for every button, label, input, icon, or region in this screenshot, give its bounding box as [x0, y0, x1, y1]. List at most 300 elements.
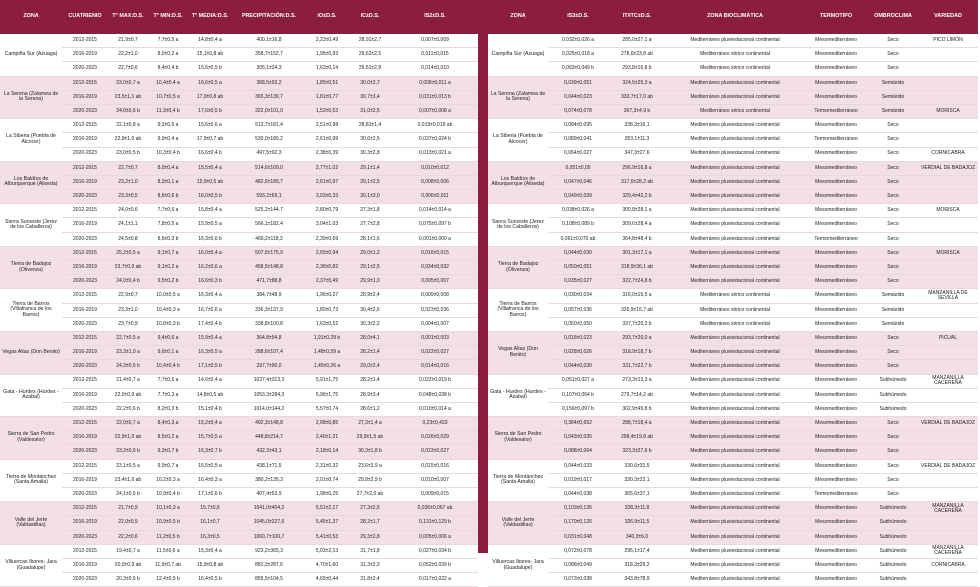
- cell-it: 324,5±25,3 a: [608, 76, 666, 90]
- cell-tmax: 22,2±1,0: [108, 48, 148, 62]
- cell-per: 2016-2019: [62, 48, 108, 62]
- cell-var: [918, 48, 978, 62]
- cell-it: 335,9±16,7 ab: [608, 303, 666, 317]
- cell-is2: 0,016±0,015: [392, 246, 478, 260]
- cell-tmin: 8,6±0,6 b: [148, 190, 188, 204]
- zone-cell: Tierra de Montánchez (Santa Amalia): [0, 459, 62, 502]
- cell-bio: Mediterráneo pluviestacional continental: [666, 218, 804, 232]
- cell-per: 2020-2023: [62, 488, 108, 502]
- cell-tmin: 10,2±0,3 a: [148, 473, 188, 487]
- cell-io: 1,81±0,77: [306, 90, 348, 104]
- cell-var: [918, 473, 978, 487]
- cell-termo: Mesomediterráneo: [804, 516, 868, 530]
- cell-is2: 0,009±0,015: [392, 488, 478, 502]
- cell-bio: Mediterráneo pluviestacional continental: [666, 374, 804, 388]
- cell-ic: 29,1±1,4: [348, 161, 392, 175]
- left-table-row: [0, 516, 478, 530]
- cell-it: 364,8±48,4 b: [608, 232, 666, 246]
- cell-termo: Mesomediterráneo: [804, 544, 868, 558]
- cell-per: 2016-2019: [62, 431, 108, 445]
- cell-termo: Mesomediterráneo: [804, 530, 868, 544]
- cell-is3: 0,051±0,05: [548, 161, 608, 175]
- cell-per: 2020-2023: [62, 104, 108, 118]
- left-header-cell: ZONA: [0, 0, 62, 34]
- right-table-row: [488, 175, 978, 189]
- left-table-row: [0, 331, 478, 345]
- cell-bio: Mediterráneo xérico continental: [666, 289, 804, 303]
- cell-prec: 1053,3±284,3: [232, 388, 306, 402]
- cell-it: 330,6±31,5: [608, 459, 666, 473]
- cell-it: 296,9±16,8 a: [608, 161, 666, 175]
- cell-per: 2016-2019: [62, 473, 108, 487]
- cell-tmin: 10,7±0,5 a: [148, 90, 188, 104]
- cell-is3: 0,088±0,049: [548, 558, 608, 572]
- cell-tmax: 22,2±0,6 b: [108, 402, 148, 416]
- cell-tmax: 24,5±0,8: [108, 232, 148, 246]
- left-table-row: [0, 90, 478, 104]
- cell-it: 322,7±24,8 b: [608, 275, 666, 289]
- cell-is3: 0,107±0,064 b: [548, 388, 608, 402]
- cell-io: 1,63±0,52: [306, 317, 348, 331]
- cell-termo: Mesomediterráneo: [804, 34, 868, 48]
- cell-per: 2016-2019: [62, 218, 108, 232]
- cell-io: 2,80±0,79: [306, 204, 348, 218]
- cell-tmax: 22,0±0,7 a: [108, 417, 148, 431]
- cell-it: 323,3±27,6 b: [608, 445, 666, 459]
- cell-is2: 0,014±0,010: [392, 62, 478, 76]
- cell-prec: 358,7±152,7: [232, 48, 306, 62]
- left-table-row: [0, 261, 478, 275]
- cell-is2: 0,009±0,008: [392, 289, 478, 303]
- right-table-row: [488, 317, 978, 331]
- cell-prec: 513,7±181,4: [232, 119, 306, 133]
- right-table-row: [488, 530, 978, 544]
- cell-prec: 1037,4±313,3: [232, 374, 306, 388]
- cell-var: MANZANILLA CACEREÑA: [918, 502, 978, 516]
- cell-is3: 0,018±0,023: [548, 331, 608, 345]
- cell-termo: Mesomediterráneo: [804, 360, 868, 374]
- right-header-cell: OMBROCLIMA: [868, 0, 918, 34]
- left-table-row: [0, 459, 478, 473]
- cell-is3: 0,050±0,051: [548, 261, 608, 275]
- cell-var: VERDIAL DE BADAJOZ: [918, 417, 978, 431]
- left-table-row: [0, 119, 478, 133]
- cell-var: MORISCA: [918, 204, 978, 218]
- cell-io: 1,85±0,51: [306, 76, 348, 90]
- cell-prec: 1060,7±100,7: [232, 530, 306, 544]
- cell-bio: Mediterráneo pluviestacional continental: [666, 261, 804, 275]
- cell-tmed: 16,3±0,7 b: [188, 445, 232, 459]
- cell-bio: Mediterráneo pluviestacional continental: [666, 573, 804, 587]
- left-table-row: [0, 246, 478, 260]
- right-table-row: [488, 161, 978, 175]
- cell-ombro: Seco: [868, 218, 918, 232]
- cell-prec: 338,8±100,8: [232, 317, 306, 331]
- cell-ombro: Seco: [868, 346, 918, 360]
- cell-tmed: 15,6±0,6 a: [188, 119, 232, 133]
- cell-termo: Mesomediterráneo: [804, 204, 868, 218]
- cell-is3: 0,074±0,078: [548, 104, 608, 118]
- cell-per: 2016-2019: [62, 516, 108, 530]
- cell-tmed: 17,6±0,5 b: [188, 104, 232, 118]
- cell-ic: 27,7±2,0 ab: [348, 488, 392, 502]
- cell-tmed: 16,6±0,5 a: [188, 76, 232, 90]
- cell-it: 326,9±11,5: [608, 516, 666, 530]
- cell-tmed: 17,4±0,4 b: [188, 317, 232, 331]
- cell-is2: 0,075±0,097 b: [392, 218, 478, 232]
- right-table-row: [488, 402, 978, 416]
- cell-is2: 0,008±0,011 a: [392, 76, 478, 90]
- cell-it: 295,1±17,4: [608, 544, 666, 558]
- cell-it: 317,6±28,2 ab: [608, 175, 666, 189]
- cell-tmed: 16,6±0,3 b: [188, 275, 232, 289]
- cell-tmin: 11,3±0,4 b: [148, 104, 188, 118]
- cell-is3: 0,043±0,035: [548, 431, 608, 445]
- cell-it: 329,4±42,2 b: [608, 190, 666, 204]
- left-table-row: [0, 544, 478, 558]
- right-table-row: [488, 417, 978, 431]
- cell-termo: Mesomediterráneo: [804, 147, 868, 161]
- cell-bio: Mediterráneo pluviestacional continental: [666, 204, 804, 218]
- cell-ic: 28,2±1,4: [348, 346, 392, 360]
- cell-is2: 0,010±0,007: [392, 473, 478, 487]
- left-table-row: [0, 62, 478, 76]
- cell-ic: 23,6±3,9 a: [348, 459, 392, 473]
- cell-var: MANZANILLA CACEREÑA: [918, 544, 978, 558]
- cell-is3: 0,038±0,026 a: [548, 204, 608, 218]
- cell-io: 5,96±1,75: [306, 388, 348, 402]
- cell-termo: Mesomediterráneo: [804, 573, 868, 587]
- cell-tmed: 16,0±0,4 a: [188, 246, 232, 260]
- cell-tmed: 15,1±0,8 ab: [188, 48, 232, 62]
- cell-tmax: 24,1±0,6 b: [108, 488, 148, 502]
- cell-prec: 923,2±365,3: [232, 544, 306, 558]
- cell-tmin: 8,5±0,3 b: [148, 232, 188, 246]
- cell-tmed: 17,0±0,8 ab: [188, 90, 232, 104]
- cell-is3: 0,103±0,135: [548, 502, 608, 516]
- cell-termo: Mesomediterráneo: [804, 161, 868, 175]
- right-table-row: [488, 289, 978, 303]
- cell-ombro: Seco: [868, 488, 918, 502]
- cell-var: [918, 76, 978, 90]
- cell-ic: 29,62±2,5: [348, 48, 392, 62]
- cell-var: [918, 402, 978, 416]
- cell-tmax: 24,0±0,6: [108, 204, 148, 218]
- cell-tmed: 15,9±0,4 a: [188, 331, 232, 345]
- cell-per: 2016-2019: [62, 558, 108, 572]
- cell-is2: 0,027±0,034 b: [392, 544, 478, 558]
- right-header-cell: ZONA BIOCLIMÁTICA: [666, 0, 804, 34]
- zone-cell: Tierra de Badajoz (Olivenza): [488, 246, 548, 289]
- right-table-row: [488, 104, 978, 118]
- cell-ic: 30,3±1,8 b: [348, 445, 392, 459]
- cell-io: 5,45±1,37: [306, 516, 348, 530]
- cell-ombro: Semiárido: [868, 104, 918, 118]
- cell-io: 2,36±0,82: [306, 261, 348, 275]
- zone-cell: La Siberia (Puebla de Alcocer): [488, 119, 548, 162]
- cell-it: 330,3±23,1: [608, 473, 666, 487]
- cell-var: [918, 232, 978, 246]
- cell-var: [918, 90, 978, 104]
- left-table-row: [0, 431, 478, 445]
- cell-ic: 30,6±2,5: [348, 133, 392, 147]
- cell-is2: 0,014±0,016: [392, 360, 478, 374]
- left-table-row: [0, 133, 478, 147]
- cell-is3: 0,035±0,027: [548, 275, 608, 289]
- cell-var: [918, 516, 978, 530]
- cell-per: 2012-2015: [62, 76, 108, 90]
- cell-var: PICUAL: [918, 331, 978, 345]
- cell-tmed: 15,9±0,8 ab: [188, 558, 232, 572]
- cell-tmin: 7,7±0,3 a: [148, 388, 188, 402]
- cell-it: 367,3±4,9 b: [608, 104, 666, 118]
- cell-tmed: 15,8±0,4 a: [188, 204, 232, 218]
- cell-io: 2,40±1,21: [306, 431, 348, 445]
- left-table-row: [0, 303, 478, 317]
- zone-cell: La Serena (Zalamea de la Serena): [0, 76, 62, 119]
- cell-tmin: 8,0±0,4 a: [148, 161, 188, 175]
- right-table-row: [488, 544, 978, 558]
- cell-io: 1,80±0,73: [306, 303, 348, 317]
- cell-prec: 514,6±169,0: [232, 161, 306, 175]
- cell-tmin: 8,0±0,2 a: [148, 48, 188, 62]
- cell-ic: 28,2±1,7: [348, 516, 392, 530]
- cell-ombro: Subhúmedo: [868, 388, 918, 402]
- cell-tmax: 23,3±0,5: [108, 190, 148, 204]
- left-header-cell: IC±D.S.: [348, 0, 392, 34]
- cell-tmax: 25,2±0,5 a: [108, 246, 148, 260]
- cell-is2: 0,022±0,019 b: [392, 374, 478, 388]
- cell-is2: 0,023±0,036: [392, 303, 478, 317]
- cell-per: 2016-2019: [62, 303, 108, 317]
- cell-termo: Mesomediterráneo: [804, 346, 868, 360]
- cell-io: 5,41±0,53: [306, 530, 348, 544]
- zone-cell: Campiña Sur (Azuaga): [0, 34, 62, 76]
- cell-tmin: 10,4±0,4 b: [148, 360, 188, 374]
- cell-prec: 400,1±16,8: [232, 34, 306, 48]
- cell-tmax: 23,5±1,1 ab: [108, 90, 148, 104]
- cell-io: 2,38±0,39: [306, 147, 348, 161]
- cell-is3: 0,108±0,089 b: [548, 218, 608, 232]
- cell-it: 340,3±6,0: [608, 530, 666, 544]
- zone-cell: Sierra de San Pedro (Valdesalor): [0, 417, 62, 460]
- cell-termo: Mesomediterráneo: [804, 90, 868, 104]
- cell-tmed: 14,8±0,5 ab: [188, 388, 232, 402]
- cell-is2: 0,048±0,038 b: [392, 388, 478, 402]
- cell-var: [918, 175, 978, 189]
- cell-is3: 0,044±0,038: [548, 488, 608, 502]
- cell-is3: 0,028±0,026: [548, 346, 608, 360]
- cell-io: 2,37±0,49: [306, 275, 348, 289]
- cell-tmax: 22,9±0,7: [108, 289, 148, 303]
- cell-ombro: Seco: [868, 119, 918, 133]
- cell-ic: 27,3±2,5: [348, 502, 392, 516]
- cell-prec: 438,1±71,5: [232, 459, 306, 473]
- left-table-row: [0, 289, 478, 303]
- cell-termo: Mesomediterráneo: [804, 275, 868, 289]
- left-table-row: [0, 558, 478, 572]
- cell-ic: 27,3±1,8: [348, 204, 392, 218]
- cell-bio: Mediterráneo pluviestacional continental: [666, 417, 804, 431]
- cell-termo: Mesomediterráneo: [804, 317, 868, 331]
- cell-termo: Mesomediterráneo: [804, 402, 868, 416]
- cell-per: 2020-2023: [62, 232, 108, 246]
- cell-io: 5,91±1,75: [306, 374, 348, 388]
- cell-termo: Termomediterráneo: [804, 104, 868, 118]
- cell-tmax: 21,7±0,9: [108, 502, 148, 516]
- cell-tmed: 17,1±0,5 b: [188, 360, 232, 374]
- cell-bio: Mediterráneo xérico continental: [666, 62, 804, 76]
- cell-ombro: Subhúmedo: [868, 402, 918, 416]
- cell-tmax: 23,0±0,7 a: [108, 76, 148, 90]
- cell-termo: Mesomediterráneo: [804, 388, 868, 402]
- cell-ic: 27,7±2,8: [348, 218, 392, 232]
- right-table-row: [488, 147, 978, 161]
- cell-ombro: Semiárido: [868, 76, 918, 90]
- cell-ombro: Semiárido: [868, 90, 918, 104]
- cell-io: 2,31±0,32: [306, 459, 348, 473]
- cell-bio: Mediterráneo pluviestacional continental: [666, 431, 804, 445]
- cell-tmax: 22,0±0,9 ab: [108, 388, 148, 402]
- cell-io: 1,52±0,53: [306, 104, 348, 118]
- cell-is2: 0,008±0,006: [392, 175, 478, 189]
- cell-prec: 566,1±182,4: [232, 218, 306, 232]
- cell-tmax: 24,0±0,4 b: [108, 275, 148, 289]
- right-header-cell: ZONA: [488, 0, 548, 34]
- cell-var: CORNICABRA: [918, 147, 978, 161]
- cell-bio: Mediterráneo pluviestacional continental: [666, 90, 804, 104]
- cell-prec: 458,5±148,8: [232, 261, 306, 275]
- left-table-row: [0, 402, 478, 416]
- cell-tmed: 16,3±0,6 b: [188, 232, 232, 246]
- cell-per: 2012-2015: [62, 246, 108, 260]
- left-table-row: [0, 530, 478, 544]
- left-table-row: [0, 232, 478, 246]
- cell-var: PICO LIMÓN: [918, 34, 978, 48]
- cell-it: 309,6±28,4 a: [608, 218, 666, 232]
- cell-is2: 0,017±0,022 a: [392, 573, 478, 587]
- cell-is3: 0,019±0,017: [548, 473, 608, 487]
- right-table-row: [488, 90, 978, 104]
- right-table-row: [488, 346, 978, 360]
- left-header-cell: T° MIN:D.S.: [148, 0, 188, 34]
- right-table-row: [488, 374, 978, 388]
- cell-var: [918, 573, 978, 587]
- cell-bio: Mediterráneo pluviestacional continental: [666, 331, 804, 345]
- cell-per: 2012-2015: [62, 289, 108, 303]
- cell-io: 5,51±2,17: [306, 502, 348, 516]
- cell-io: 2,68±0,85: [306, 417, 348, 431]
- cell-var: MANZANILLA CACEREÑA: [918, 374, 978, 388]
- cell-is2: 0,014±0,014 a: [392, 204, 478, 218]
- cell-tmin: 10,8±0,3 b: [148, 317, 188, 331]
- cell-per: 2012-2015: [62, 161, 108, 175]
- left-table-row: [0, 573, 478, 587]
- cell-is2: 0,005±0,006 a: [392, 530, 478, 544]
- cell-ic: 30,7±3,4: [348, 90, 392, 104]
- cell-termo: Mesomediterráneo: [804, 76, 868, 90]
- cell-ic: 27,3±1,4 a: [348, 417, 392, 431]
- cell-io: 2,39±0,69: [306, 232, 348, 246]
- cell-per: 2016-2019: [62, 261, 108, 275]
- cell-prec: 1014,0±144,2: [232, 402, 306, 416]
- cell-ombro: Seco: [868, 133, 918, 147]
- cell-is2: 0,013±0,021 a: [392, 147, 478, 161]
- cell-ombro: Seco: [868, 445, 918, 459]
- cell-per: 2020-2023: [62, 317, 108, 331]
- cell-tmed: 16,3±0,5: [188, 530, 232, 544]
- cell-bio: Mediterráneo pluviestacional continental: [666, 34, 804, 48]
- cell-termo: Mesomediterráneo: [804, 119, 868, 133]
- cell-is3: 0,047±0,046: [548, 175, 608, 189]
- cell-var: MANZANILLA DE SEVILLA: [918, 289, 978, 303]
- cell-io: 4,65±0,44: [306, 573, 348, 587]
- right-table-row: [488, 303, 978, 317]
- cell-bio: Mediterráneo pluviestacional continental: [666, 232, 804, 246]
- cell-bio: Mediterráneo pluviestacional continental: [666, 346, 804, 360]
- cell-bio: Mediterráneo pluviestacional continental: [666, 133, 804, 147]
- cell-per: 2020-2023: [62, 360, 108, 374]
- cell-prec: 297,7±90,0: [232, 360, 306, 374]
- cell-it: 300,8±28,1 a: [608, 204, 666, 218]
- cell-it: 318,9±36,1 ab: [608, 261, 666, 275]
- cell-ombro: Seco: [868, 261, 918, 275]
- right-table-row: [488, 133, 978, 147]
- cell-per: 2020-2023: [62, 190, 108, 204]
- cell-tmin: 10,3±0,4 b: [148, 147, 188, 161]
- cell-var: [918, 530, 978, 544]
- cell-ombro: Subhúmedo: [868, 573, 918, 587]
- cell-bio: Mediterráneo pluviestacional continental: [666, 445, 804, 459]
- cell-var: MORISCA: [918, 104, 978, 118]
- cell-is3: 0,044±0,023: [548, 90, 608, 104]
- cell-termo: Mesomediterráneo: [804, 289, 868, 303]
- cell-tmin: 7,8±0,5 a: [148, 218, 188, 232]
- cell-ic: 28,6±1,2: [348, 402, 392, 416]
- left-table-row: [0, 48, 478, 62]
- zone-cell: Gata - Hurdes (Hurdes - Azabal): [0, 374, 62, 417]
- cell-io: 5,03±2,13: [306, 544, 348, 558]
- cell-tmin: 8,2±0,3 b: [148, 402, 188, 416]
- cell-var: [918, 261, 978, 275]
- cell-io: 3,04±1,03: [306, 218, 348, 232]
- cell-per: 2020-2023: [62, 402, 108, 416]
- zone-cell: Tierra de Barros (Villafranca de los Barros): [488, 289, 548, 332]
- cell-is2: 0,026±0,029: [392, 431, 478, 445]
- cell-var: [918, 346, 978, 360]
- cell-tmin: 9,9±0,4 a: [148, 133, 188, 147]
- cell-var: MORISCA: [918, 246, 978, 260]
- cell-is2: 0,001±0,003: [392, 331, 478, 345]
- left-table-row: [0, 275, 478, 289]
- cell-tmax: 23,7±0,9 ab: [108, 261, 148, 275]
- cell-ic: 29,9±1,5 ab: [348, 431, 392, 445]
- cell-tmax: 24,0±0,6 b: [108, 104, 148, 118]
- cell-prec: 525,2±144,7: [232, 204, 306, 218]
- cell-per: 2020-2023: [62, 445, 108, 459]
- zone-cell: Sierra de San Pedro (Valdesalor): [488, 417, 548, 460]
- zone-cell: Villuercas Ibores- Jara (Guadalupe): [0, 544, 62, 587]
- cell-tmin: 10,9±0,5 b: [148, 516, 188, 530]
- cell-var: [918, 275, 978, 289]
- cell-tmed: 15,3±0,4 a: [188, 544, 232, 558]
- cell-ic: 28,91±2,7: [348, 34, 392, 48]
- cell-io: 4,70±1,60: [306, 558, 348, 572]
- cell-io: 1,95±0,93: [306, 48, 348, 62]
- right-table-row: [488, 502, 978, 516]
- left-table-row: [0, 204, 478, 218]
- zone-cell: Sierra Suroeste (Jerez de los Caballeros): [488, 204, 548, 247]
